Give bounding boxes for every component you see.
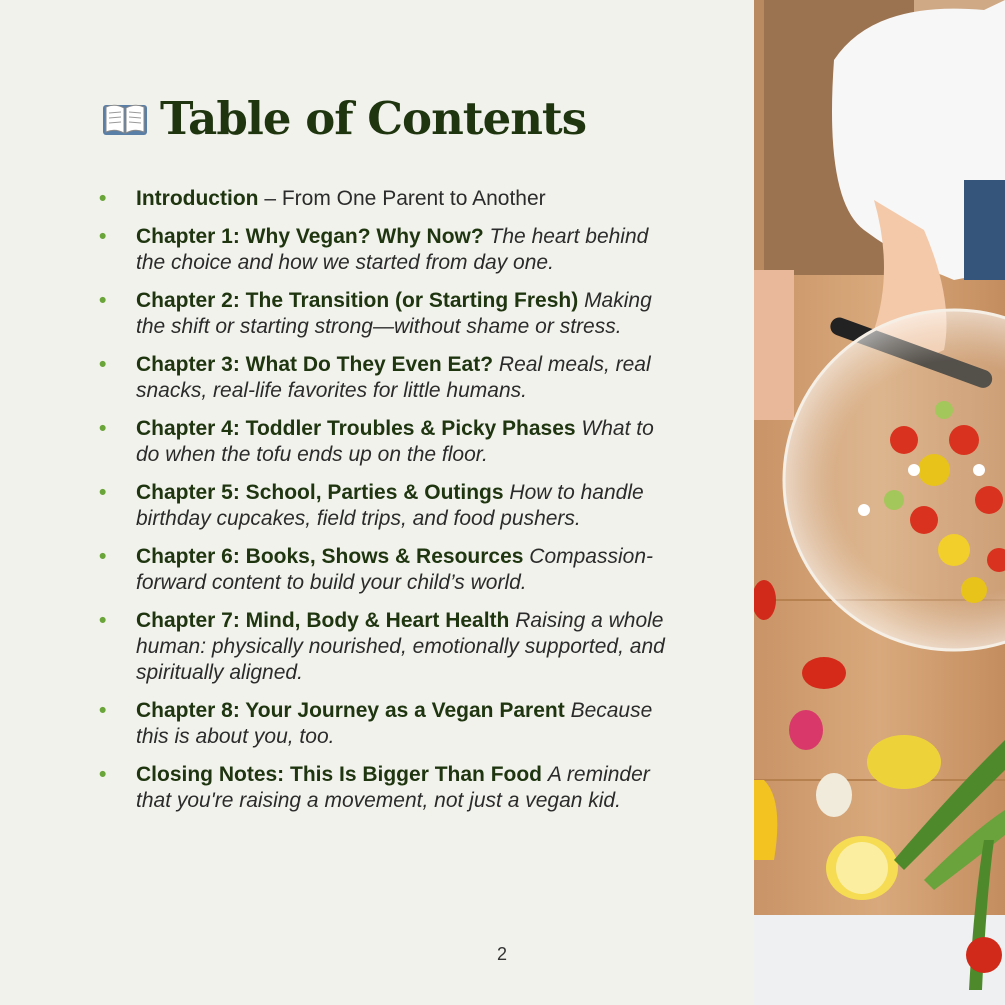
- toc-entry-title: Chapter 5: School, Parties & Outings: [136, 481, 504, 504]
- cooking-photo: [754, 0, 1005, 1005]
- bullet-icon: •: [99, 699, 107, 722]
- toc-entry-description: Because this is about you, too.: [136, 699, 653, 748]
- toc-entry-title: Chapter 6: Books, Shows & Resources: [136, 545, 524, 568]
- toc-entry-description: A reminder that you're raising a movement, not just a vegan kid.: [136, 763, 650, 812]
- toc-entry-title: Chapter 3: What Do They Even Eat?: [136, 353, 494, 376]
- toc-entry-separator: –: [258, 187, 282, 210]
- toc-entry-description: Compassion-forward content to build your child’s world.: [136, 545, 653, 594]
- toc-entry[interactable]: [96, 224, 666, 276]
- toc-entry-description: The heart behind the choice and how we started from day one.: [136, 225, 649, 274]
- page-title: Table of Contents: [160, 92, 587, 145]
- toc-entry-description: From One Parent to Another: [281, 187, 546, 210]
- toc-entry[interactable]: [96, 288, 666, 340]
- toc-heading: [102, 92, 586, 145]
- toc-entry-description: What to do when the tofu ends up on the floor.: [136, 417, 654, 466]
- toc-entry[interactable]: [96, 608, 666, 686]
- toc-entry[interactable]: [96, 762, 666, 814]
- bullet-icon: •: [99, 609, 107, 632]
- toc-entry-title: Chapter 8: Your Journey as a Vegan Parent: [136, 699, 565, 722]
- toc-entry-title: Chapter 2: The Transition (or Starting Fresh): [136, 289, 579, 312]
- toc-entry[interactable]: [96, 352, 666, 404]
- bullet-icon: •: [99, 545, 107, 568]
- bullet-icon: •: [99, 763, 107, 786]
- toc-entry[interactable]: [96, 416, 666, 468]
- toc-entry[interactable]: [96, 186, 666, 212]
- bullet-icon: •: [99, 187, 107, 210]
- toc-entry-title: Chapter 1: Why Vegan? Why Now?: [136, 225, 484, 248]
- toc-entry-title: Chapter 4: Toddler Troubles & Picky Phases: [136, 417, 576, 440]
- bullet-icon: •: [99, 353, 107, 376]
- toc-entry-description: How to handle birthday cupcakes, field trips, and food pushers.: [136, 481, 644, 530]
- page-number: 2: [497, 944, 508, 964]
- bullet-icon: •: [99, 417, 107, 440]
- open-book-icon: [102, 99, 148, 139]
- toc-entry-title: Introduction: [136, 187, 259, 210]
- toc-entry[interactable]: [96, 698, 666, 750]
- toc-entry-title: Closing Notes: This Is Bigger Than Food: [136, 763, 543, 786]
- bullet-icon: •: [99, 289, 107, 312]
- toc-entry-description: Raising a whole human: physically nourished, emotionally supported, and spiritually aligned.: [136, 609, 665, 684]
- bullet-icon: •: [99, 225, 107, 248]
- bullet-icon: •: [99, 481, 107, 504]
- toc-list: [96, 186, 666, 898]
- child-mixing-salad-image: [754, 0, 1005, 1005]
- toc-entry-title: Chapter 7: Mind, Body & Heart Health: [136, 609, 510, 632]
- toc-entry-description: Real meals, real snacks, real-life favorites for little humans.: [136, 353, 651, 402]
- toc-entry-description: Making the shift or starting strong—without shame or stress.: [136, 289, 652, 338]
- toc-entry[interactable]: [96, 480, 666, 532]
- toc-entry[interactable]: [96, 544, 666, 596]
